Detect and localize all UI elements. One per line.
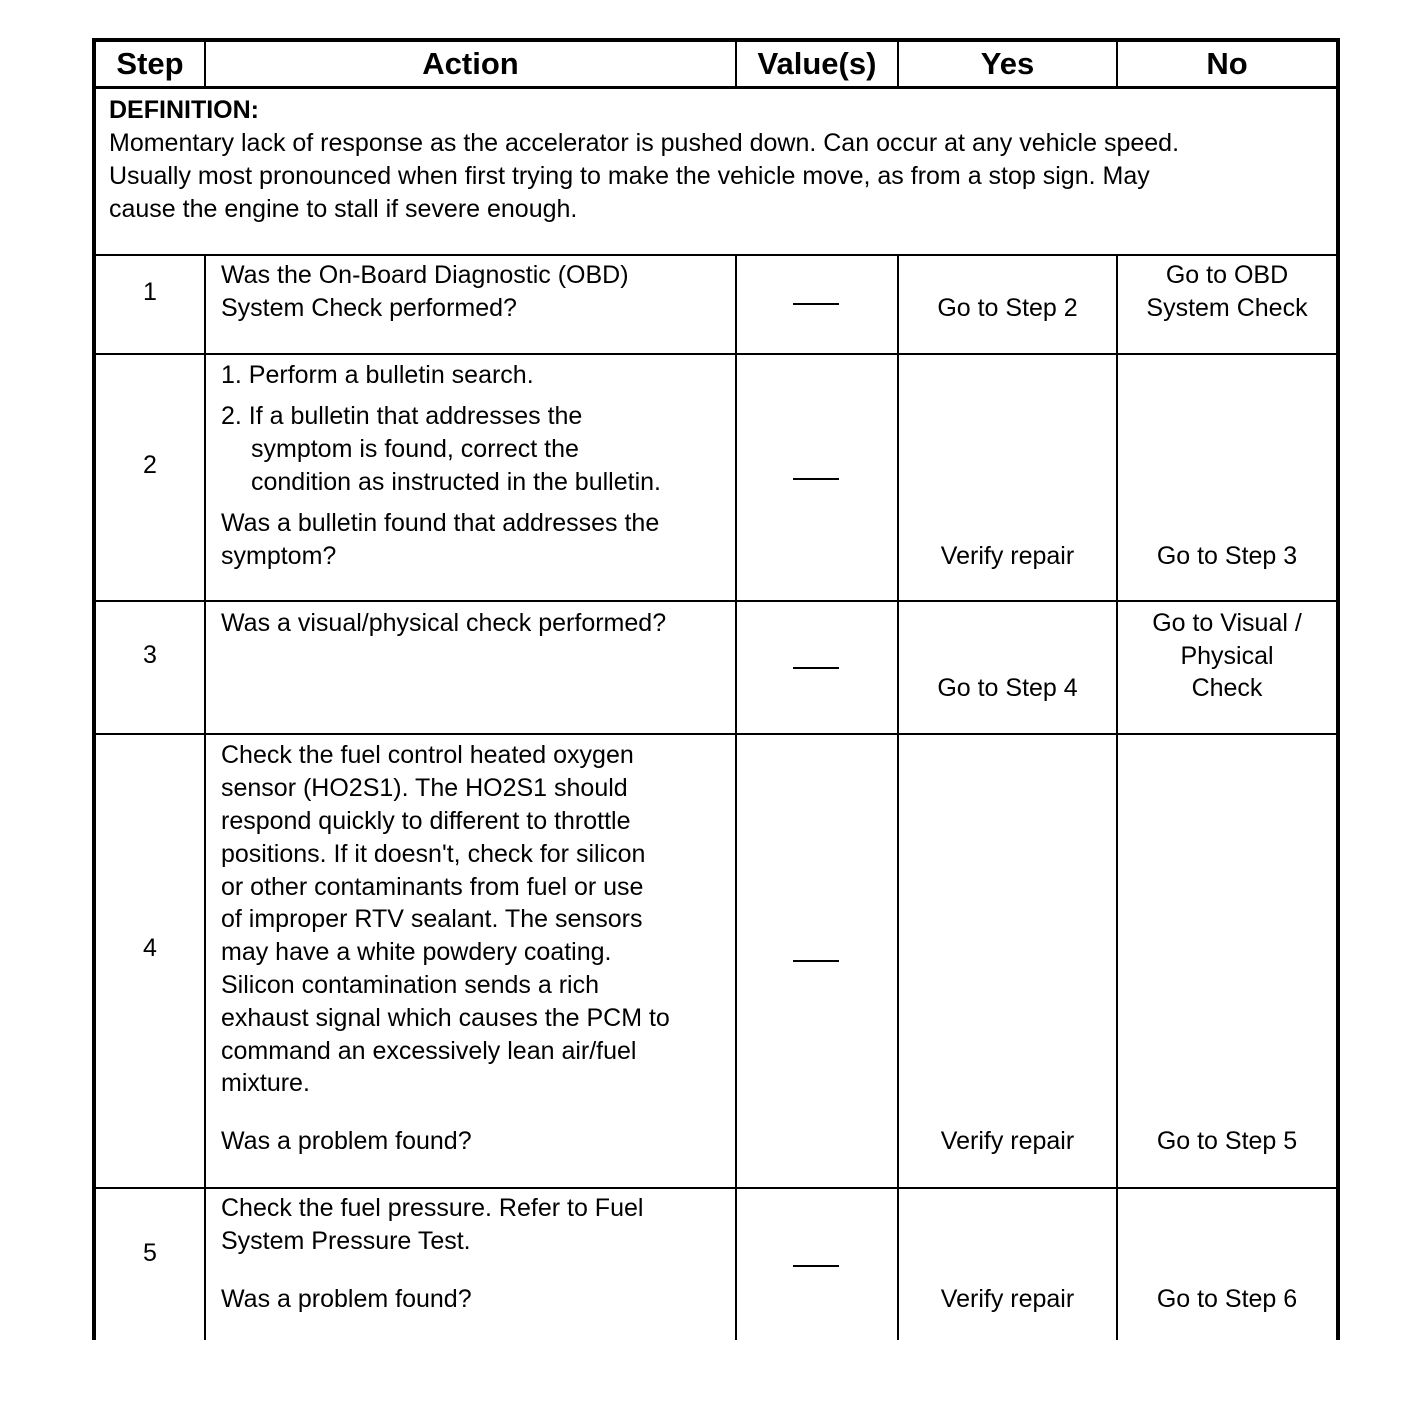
row4-yes: Verify repair xyxy=(940,1127,1075,1155)
row5-action-line-1: Check the fuel pressure. Refer to Fuel xyxy=(221,1194,644,1222)
definition-label: DEFINITION: xyxy=(109,96,259,124)
row3-no-line-1: Go to Visual / xyxy=(1152,609,1302,637)
row5-value-dash xyxy=(793,1265,839,1267)
column-divider-1 xyxy=(204,254,206,1340)
row3-yes: Go to Step 4 xyxy=(937,674,1078,702)
row5-action-line-2: System Pressure Test. xyxy=(221,1227,471,1255)
row2-yes: Verify repair xyxy=(940,542,1075,570)
row2-item-1: 1. Perform a bulletin search. xyxy=(221,361,534,389)
row5-question: Was a problem found? xyxy=(221,1285,472,1313)
definition-line-2: Usually most pronounced when first trying to make the vehicle move, as from a stop sign. May xyxy=(109,162,1150,190)
row3-value-dash xyxy=(793,667,839,669)
row2-no: Go to Step 3 xyxy=(1156,542,1298,570)
row5-yes: Verify repair xyxy=(940,1285,1075,1313)
step-number-5: 5 xyxy=(143,1239,157,1267)
row1-bottom-border xyxy=(94,353,1338,355)
row2-item-2-line-3: condition as instructed in the bulletin. xyxy=(251,468,661,496)
row3-no-line-3: Check xyxy=(1191,674,1263,702)
step-number-3: 3 xyxy=(143,641,157,669)
row4-action-line-7: may have a white powdery coating. xyxy=(221,938,612,966)
row4-action-line-6: of improper RTV sealant. The sensors xyxy=(221,905,643,933)
row2-question-line-2: symptom? xyxy=(221,542,337,570)
row3-no-line-2: Physical xyxy=(1180,642,1274,670)
row1-yes: Go to Step 2 xyxy=(937,294,1078,322)
step-number-4: 4 xyxy=(143,934,157,962)
header-step: Step xyxy=(116,46,184,81)
row4-action-line-8: Silicon contamination sends a rich xyxy=(221,971,599,999)
step-number-2: 2 xyxy=(143,451,157,479)
row2-item-2-line-1: 2. If a bulletin that addresses the xyxy=(221,402,583,430)
row3-bottom-border xyxy=(94,733,1338,735)
row1-action-line-1: Was the On-Board Diagnostic (OBD) xyxy=(221,261,629,289)
row5-no: Go to Step 6 xyxy=(1156,1285,1298,1313)
row1-value-dash xyxy=(793,303,839,305)
row1-action-line-2: System Check performed? xyxy=(221,294,517,322)
row4-action-line-1: Check the fuel control heated oxygen xyxy=(221,741,634,769)
header-action: Action xyxy=(422,46,519,81)
row3-action: Was a visual/physical check performed? xyxy=(221,609,667,637)
column-divider-2 xyxy=(735,254,737,1340)
row4-bottom-border xyxy=(94,1187,1338,1189)
row2-question-line-1: Was a bulletin found that addresses the xyxy=(221,509,660,537)
row1-no-line-1: Go to OBD xyxy=(1165,261,1289,289)
row2-bottom-border xyxy=(94,600,1338,602)
row4-action-line-3: respond quickly to different to throttle xyxy=(221,807,631,835)
row1-no-line-2: System Check xyxy=(1146,294,1308,322)
row4-action-line-11: mixture. xyxy=(221,1069,310,1097)
row4-question: Was a problem found? xyxy=(221,1127,472,1155)
row4-action-line-10: command an excessively lean air/fuel xyxy=(221,1037,637,1065)
header-values: Value(s) xyxy=(757,46,877,81)
row4-action-line-2: sensor (HO2S1). The HO2S1 should xyxy=(221,774,628,802)
row2-value-dash xyxy=(793,478,839,480)
row4-action-line-9: exhaust signal which causes the PCM to xyxy=(221,1004,670,1032)
header-no: No xyxy=(1206,46,1248,81)
definition-bottom-border xyxy=(94,254,1338,256)
step-number-1: 1 xyxy=(143,278,157,306)
row2-item-2-line-2: symptom is found, correct the xyxy=(251,435,579,463)
row4-action-line-5: or other contaminants from fuel or use xyxy=(221,873,644,901)
row4-no: Go to Step 5 xyxy=(1156,1127,1298,1155)
column-divider-4 xyxy=(1116,254,1118,1340)
row4-action-line-4: positions. If it doesn't, check for silicon xyxy=(221,840,646,868)
table-left-border xyxy=(92,38,96,1340)
header-yes: Yes xyxy=(980,46,1035,81)
column-divider-3 xyxy=(897,254,899,1340)
row4-value-dash xyxy=(793,960,839,962)
table-right-border xyxy=(1336,38,1340,1340)
definition-line-3: cause the engine to stall if severe enough. xyxy=(109,195,578,223)
definition-line-1: Momentary lack of response as the accelerator is pushed down. Can occur at any vehicle speed. xyxy=(109,129,1180,157)
